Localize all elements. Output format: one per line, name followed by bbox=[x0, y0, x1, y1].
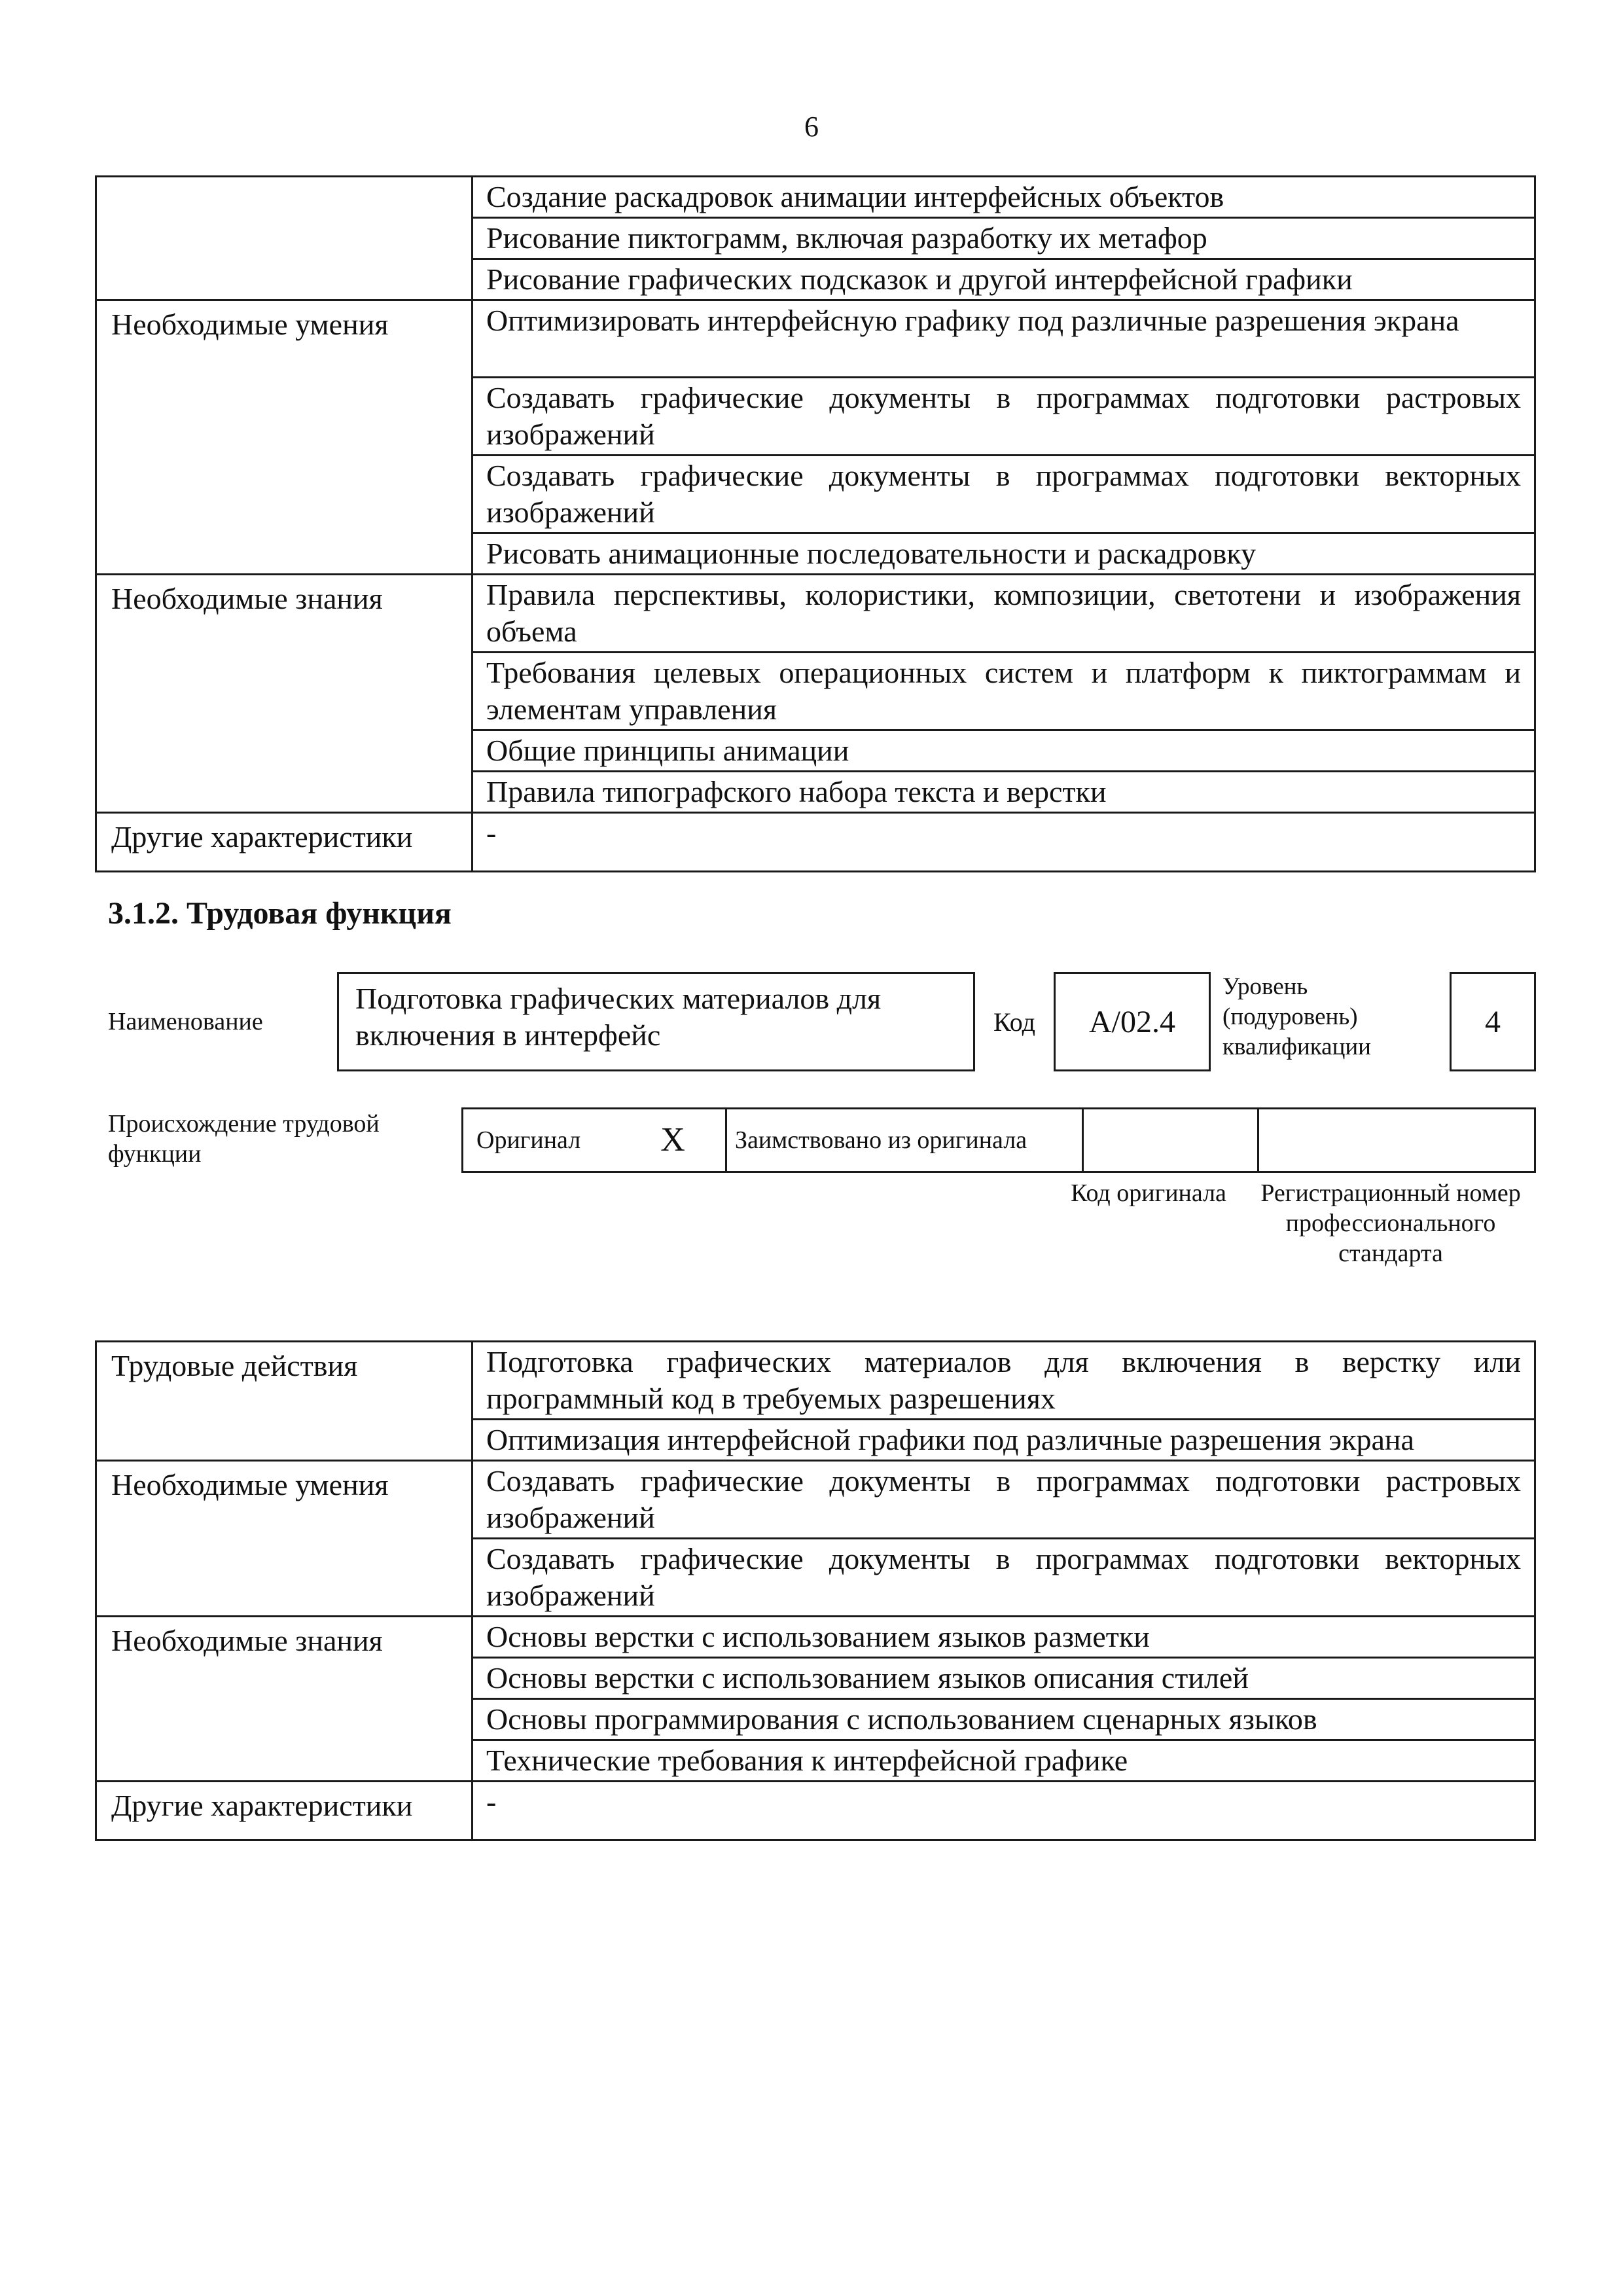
row-label: Необходимые умения bbox=[96, 1461, 473, 1617]
function-name: Подготовка графических материалов для включения в интерфейс bbox=[355, 982, 882, 1052]
table-cell: Технические требования к интерфейсной графике bbox=[473, 1740, 1535, 1782]
table-cell: Оптимизация интерфейсной графики под различные разрешения экрана bbox=[473, 1420, 1535, 1461]
row-label: Необходимые умения bbox=[96, 300, 473, 575]
borrowed-label: Заимствовано из оригинала bbox=[726, 1109, 1083, 1172]
competency-table-2 bbox=[95, 1340, 1536, 1841]
origin-label: Происхождение трудовой функции bbox=[108, 1110, 380, 1168]
table-cell: Создавать графические документы в программах подготовки векторных изображений bbox=[473, 1539, 1535, 1617]
table-cell: Рисование пиктограмм, включая разработку их метафор bbox=[473, 218, 1535, 259]
level-label: Уровень (подуровень) квалификации bbox=[1222, 973, 1371, 1060]
code-caption: Код оригинала bbox=[1071, 1179, 1226, 1207]
original-label: Оригинал bbox=[463, 1109, 621, 1172]
function-name-box bbox=[337, 972, 975, 1071]
row-label: Необходимые знания bbox=[96, 1617, 473, 1782]
table-cell: Оптимизировать интерфейсную графику под различные разрешения экрана bbox=[473, 300, 1535, 378]
section-title: 3.1.2. Трудовая функция bbox=[108, 896, 452, 931]
row-label: Необходимые знания bbox=[96, 575, 473, 813]
row-label: Другие характеристики bbox=[96, 813, 473, 872]
table-cell: Основы верстки с использованием языков разметки bbox=[473, 1617, 1535, 1658]
table-cell: Рисовать анимационные последовательности и раскадровку bbox=[473, 533, 1535, 575]
qualification-level: 4 bbox=[1485, 1004, 1501, 1039]
function-code: A/02.4 bbox=[1089, 1004, 1175, 1039]
row-label bbox=[96, 177, 473, 300]
table-cell: Правила перспективы, колористики, композиции, светотени и изображения объема bbox=[473, 575, 1535, 653]
table-cell: Правила типографского набора текста и верстки bbox=[473, 772, 1535, 813]
table-cell: - bbox=[473, 813, 1535, 872]
table-cell: - bbox=[473, 1782, 1535, 1840]
qualification-level-box bbox=[1450, 972, 1536, 1071]
registration-number-cell bbox=[1258, 1109, 1535, 1172]
original-mark: X bbox=[620, 1109, 726, 1172]
table-cell: Основы программирования с использованием сценарных языков bbox=[473, 1699, 1535, 1740]
table-cell: Создавать графические документы в программах подготовки растровых изображений bbox=[473, 378, 1535, 456]
row-label: Другие характеристики bbox=[96, 1782, 473, 1840]
name-label: Наименование bbox=[108, 1008, 263, 1035]
code-label: Код bbox=[993, 1007, 1035, 1037]
table-cell: Требования целевых операционных систем и платформ к пиктограммам и элементам управления bbox=[473, 653, 1535, 730]
row-label: Трудовые действия bbox=[96, 1342, 473, 1461]
page-number: 6 bbox=[804, 111, 819, 143]
table-cell: Основы верстки с использованием языков описания стилей bbox=[473, 1658, 1535, 1699]
table-cell: Создавать графические документы в программах подготовки векторных изображений bbox=[473, 456, 1535, 533]
table-cell: Создавать графические документы в программах подготовки растровых изображений bbox=[473, 1461, 1535, 1539]
table-cell: Общие принципы анимации bbox=[473, 730, 1535, 772]
table-cell: Рисование графических подсказок и другой интерфейсной графики bbox=[473, 259, 1535, 300]
registration-caption: Регистрационный номер профессионального стандарта bbox=[1260, 1179, 1521, 1267]
original-code-cell bbox=[1083, 1109, 1258, 1172]
competency-table-1 bbox=[95, 175, 1536, 872]
origin-table bbox=[461, 1107, 1536, 1173]
table-cell: Подготовка графических материалов для включения в верстку или программный код в требуемых разрешениях bbox=[473, 1342, 1535, 1420]
function-code-box bbox=[1054, 972, 1211, 1071]
table-cell: Создание раскадровок анимации интерфейсных объектов bbox=[473, 177, 1535, 218]
